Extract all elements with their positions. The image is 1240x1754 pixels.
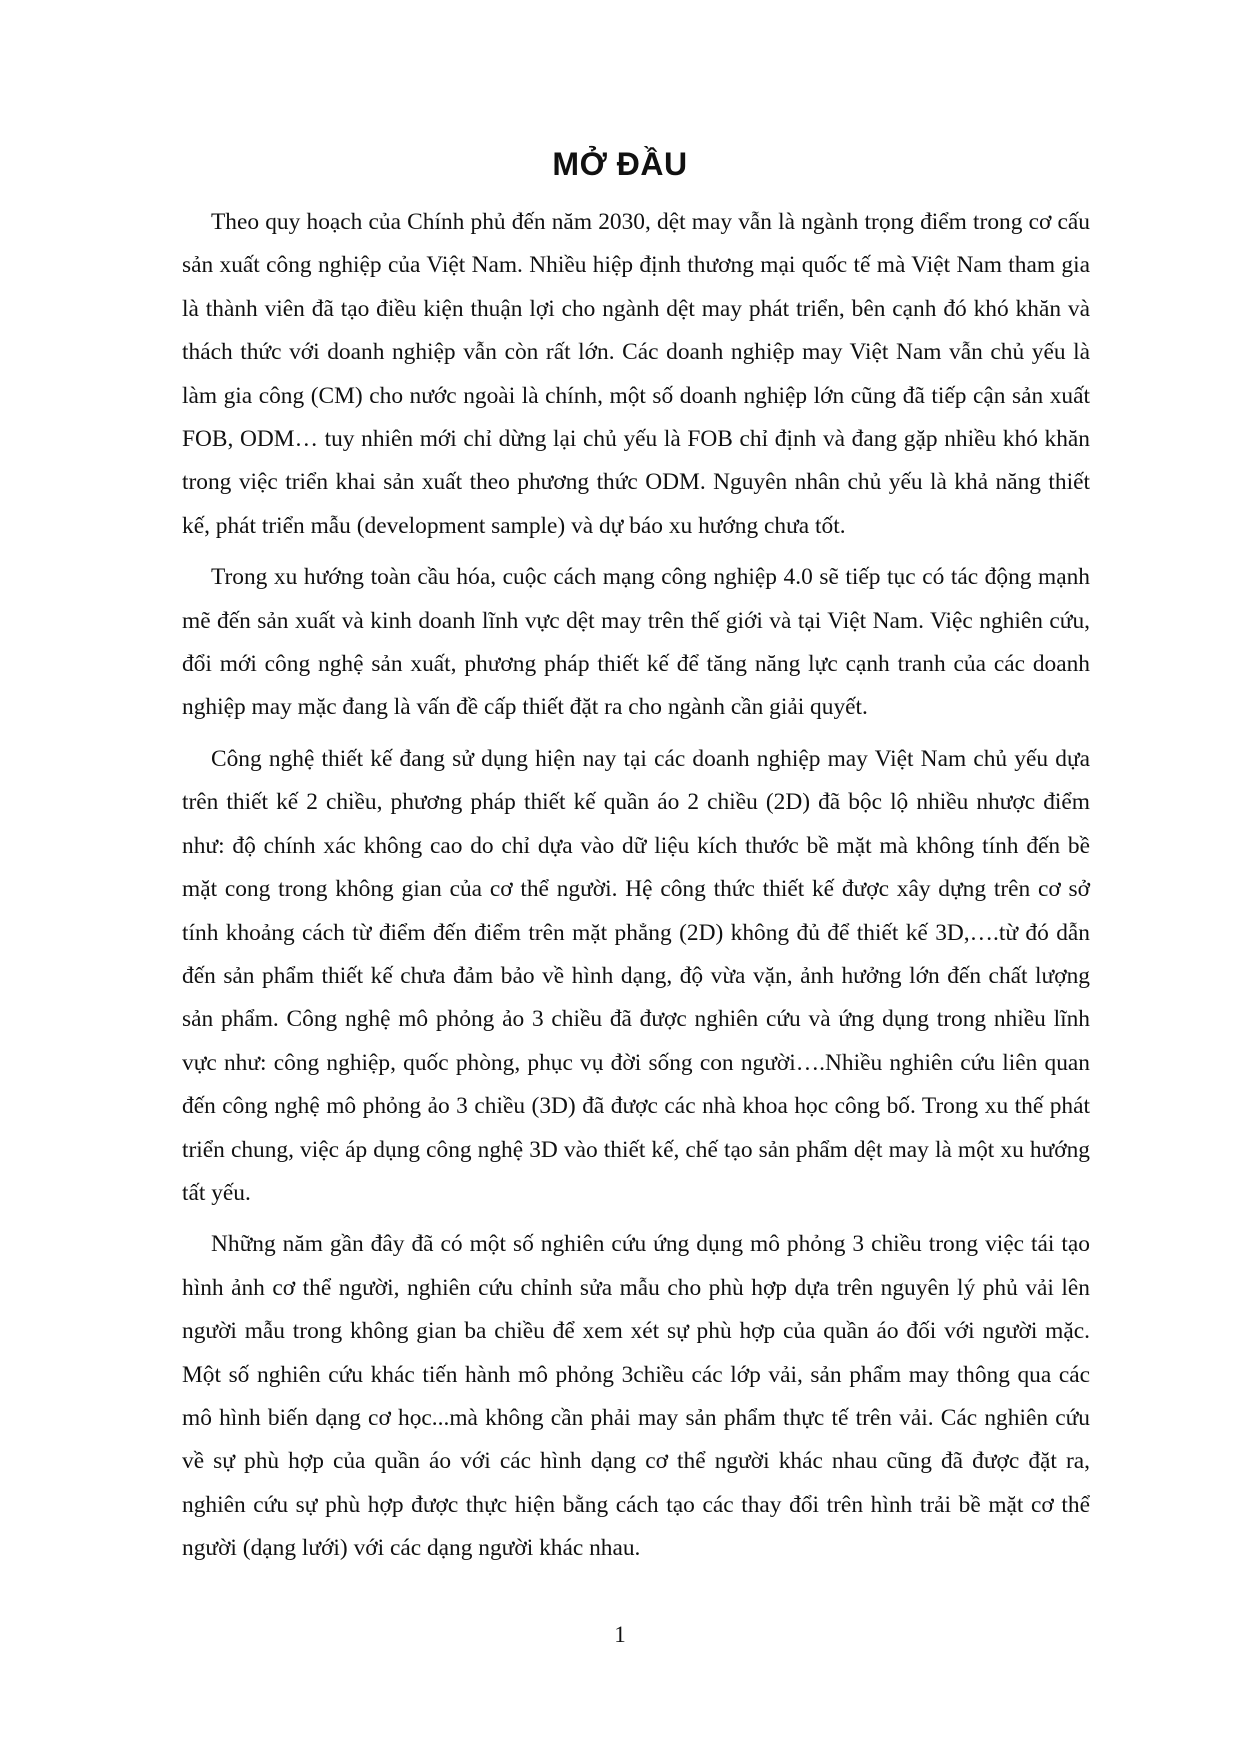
paragraph-1: Theo quy hoạch của Chính phủ đến năm 2030, dệt may vẫn là ngành trọng điểm trong cơ cấu sản xuất công nghiệp của Việt Nam. Nhiều hiệp định thương mại quốc tế mà Việt Nam tham gia là thành viên đã tạo điều kiện thuận lợi cho ngành dệt may phát triển, bên cạnh đó khó khăn và thách thức với doanh nghiệp vẫn còn rất lớn. Các doanh nghiệp may Việt Nam vẫn chủ yếu là làm gia công (CM) cho nước ngoài là chính, một số doanh nghiệp lớn cũng đã tiếp cận sản xuất FOB, ODM… tuy nhiên mới chỉ dừng lại chủ yếu là FOB chỉ định và đang gặp nhiều khó khăn trong việc triển khai sản xuất theo phương thức ODM. Nguyên nhân chủ yếu là khả năng thiết kế, phát triển mẫu (development sample) và dự báo xu hướng chưa tốt. — [182, 209, 1090, 539]
page-number: 1 — [614, 1622, 626, 1647]
paragraph-2: Trong xu hướng toàn cầu hóa, cuộc cách mạng công nghiệp 4.0 sẽ tiếp tục có tác động mạnh mẽ đến sản xuất và kinh doanh lĩnh vực dệt may trên thế giới và tại Việt Nam. Việc nghiên cứu, đổi mới công nghệ sản xuất, phương pháp thiết kế để tăng năng lực cạnh tranh của các doanh nghiệp may mặc đang là vấn đề cấp thiết đặt ra cho ngành cần giải quyết. — [182, 564, 1090, 721]
page-title: MỞ ĐẦU — [552, 146, 688, 182]
body-text — [182, 201, 1090, 1579]
paragraph-4: Những năm gần đây đã có một số nghiên cứu ứng dụng mô phỏng 3 chiều trong việc tái tạo hình ảnh cơ thể người, nghiên cứu chỉnh sửa mẫu cho phù hợp dựa trên nguyên lý phủ vải lên người mẫu trong không gian ba chiều để xem xét sự phù hợp của quần áo đối với người mặc. Một số nghiên cứu khác tiến hành mô phỏng 3chiều các lớp vải, sản phẩm may thông qua các mô hình biến dạng cơ học...mà không cần phải may sản phẩm thực tế trên vải. Các nghiên cứu về sự phù hợp của quần áo với các hình dạng cơ thể người khác nhau cũng đã được đặt ra, nghiên cứu sự phù hợp được thực hiện bằng cách tạo các thay đổi trên hình trải bề mặt cơ thể người (dạng lưới) với các dạng người khác nhau. — [182, 1231, 1090, 1562]
paragraph-3: Công nghệ thiết kế đang sử dụng hiện nay tại các doanh nghiệp may Việt Nam chủ yếu dựa trên thiết kế 2 chiều, phương pháp thiết kế quần áo 2 chiều (2D) đã bộc lộ nhiều nhược điểm như: độ chính xác không cao do chỉ dựa vào dữ liệu kích thước bề mặt mà không tính đến bề mặt cong trong không gian của cơ thể người. Hệ công thức thiết kế được xây dựng trên cơ sở tính khoảng cách từ điểm đến điểm trên mặt phẳng (2D) không đủ để thiết kế 3D,….từ đó dẫn đến sản phẩm thiết kế chưa đảm bảo về hình dạng, độ vừa vặn, ảnh hưởng lớn đến chất lượng sản phẩm. Công nghệ mô phỏng ảo 3 chiều đã được nghiên cứu và ứng dụng trong nhiều lĩnh vực như: công nghiệp, quốc phòng, phục vụ đời sống con người….Nhiều nghiên cứu liên quan đến công nghệ mô phỏng ảo 3 chiều (3D) đã được các nhà khoa học công bố. Trong xu thế phát triển chung, việc áp dụng công nghệ 3D vào thiết kế, chế tạo sản phẩm dệt may là một xu hướng tất yếu. — [182, 745, 1090, 1206]
